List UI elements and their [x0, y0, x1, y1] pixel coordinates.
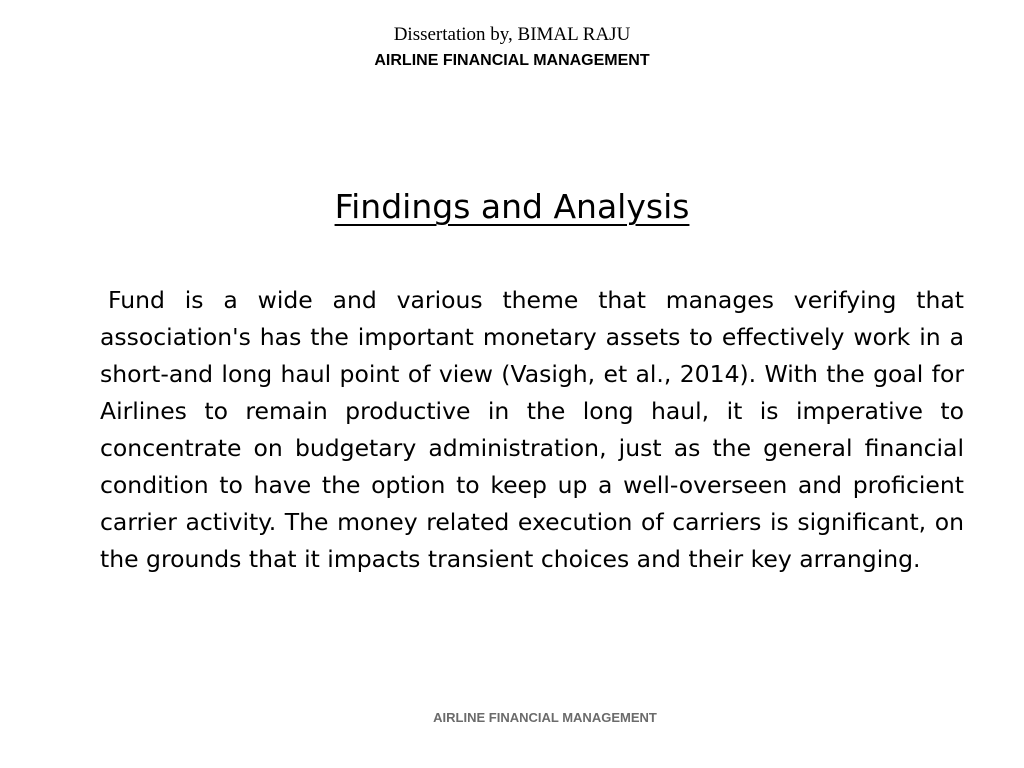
- slide-footer: AIRLINE FINANCIAL MANAGEMENT: [433, 710, 657, 725]
- slide-title: Findings and Analysis: [334, 187, 690, 226]
- slide-header: [0, 22, 1024, 72]
- header-subtitle: AIRLINE FINANCIAL MANAGEMENT: [374, 52, 650, 69]
- author-line: Dissertation by, BIMAL RAJU: [393, 24, 631, 45]
- slide-body-paragraph: Fund is a wide and various theme that manages verifying that association's has the important monetary assets to effectively work in a short-and long haul point of view (Vasigh, et al., 2014). With the goal for Airlines to remain productive in the long haul, it is imperative to concentrate on budgetary administration, just as the general financial condition to have the option to keep up a well-overseen and proficient carrier activity. The money related execution of carriers is significant, on the grounds that it impacts transient choices and their key arranging.: [100, 286, 964, 573]
